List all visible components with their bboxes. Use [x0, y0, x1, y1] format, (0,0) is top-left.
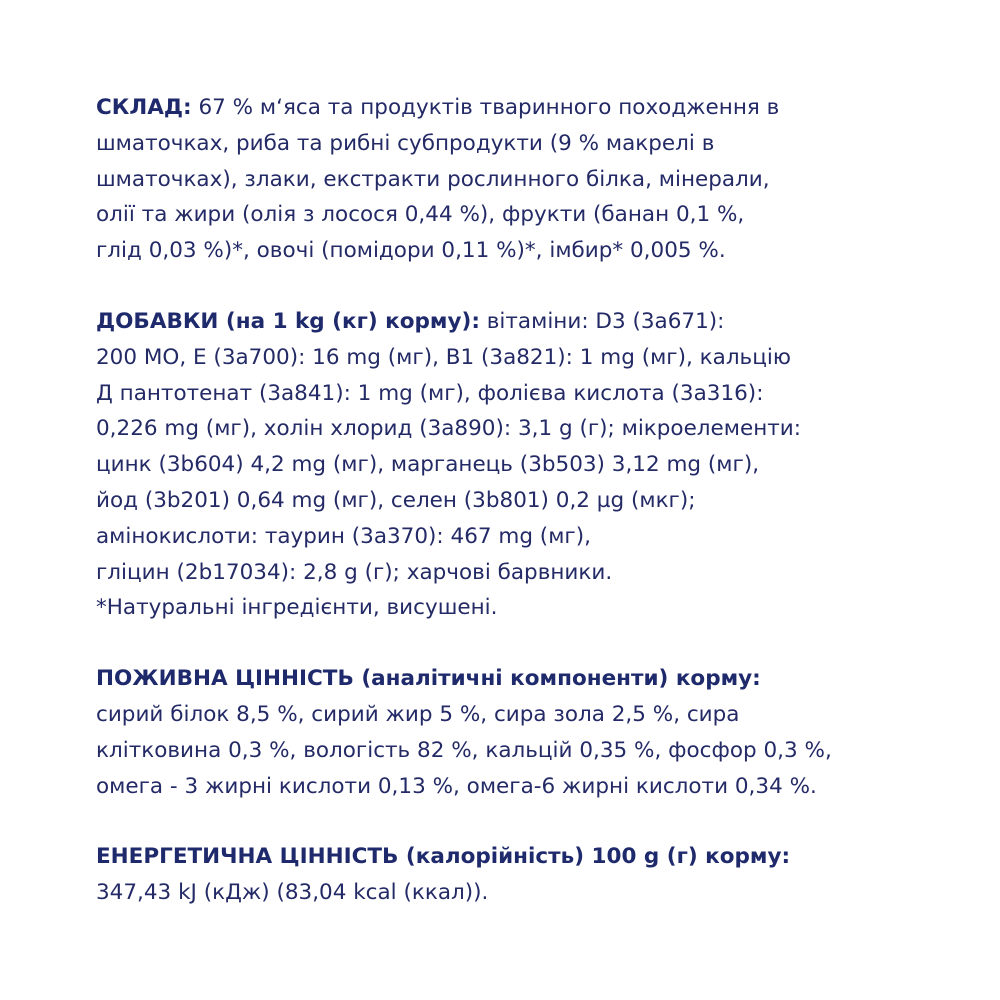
composition-line-3: шматочках), злаки, екстракти рослинного білка, мінерали, — [96, 166, 770, 192]
nutrition-heading: ПОЖИВНА ЦІННІСТЬ (аналітичні компоненти) корму: — [96, 666, 761, 692]
additives-line-8: гліцин (2b17034): 2,8 g (г); харчові барвники. — [96, 559, 613, 585]
additives-line-2: 200 МО, Е (3a700): 16 mg (мг), B1 (3a821): 1 mg (мг), кальцію — [96, 344, 791, 370]
additives-line-5: цинк (3b604) 4,2 mg (мг), марганець (3b503) 3,12 mg (мг), — [96, 452, 760, 478]
additives-section — [96, 304, 976, 626]
composition-text: 67 % м‘яса та продуктів тваринного походження в — [191, 95, 780, 120]
composition-line-4: олії та жири (олія з лосося 0,44 %), фрукти (банан 0,1 %, — [96, 202, 745, 228]
nutrition-line-2: клітковина 0,3 %, вологість 82 %, кальцій 0,35 %, фосфор 0,3 %, — [96, 737, 832, 763]
composition-section — [96, 90, 976, 269]
nutrition-section — [96, 661, 976, 804]
additives-line-6: йод (3b201) 0,64 mg (мг), селен (3b801) 0,2 µg (мкг); — [96, 487, 696, 513]
additives-line-4: 0,226 mg (мг), холін хлорид (3a890): 3,1 g (г); мікроелементи: — [96, 416, 802, 442]
additives-text: вітаміни: D3 (3a671): — [479, 308, 725, 334]
additives-heading: ДОБАВКИ (на 1 kg (кг) корму): — [96, 308, 480, 334]
energy-section — [96, 839, 976, 911]
nutrition-line-1: сирий білок 8,5 %, сирий жир 5 %, сира зола 2,5 %, сира — [96, 701, 740, 727]
composition-line-5: глід 0,03 %)*, овочі (помідори 0,11 %)*, імбир* 0,005 %. — [96, 238, 726, 264]
nutrition-line-3: омега - 3 жирні кислоти 0,13 %, омега-6 жирні кислоти 0,34 %. — [96, 773, 817, 799]
composition-line-2: шматочках, риба та рибні субпродукти (9 % макрелі в — [96, 130, 715, 156]
additives-line-7: амінокислоти: таурин (3a370): 467 mg (мг), — [96, 523, 591, 549]
additives-footnote: *Натуральні інгредієнти, висушені. — [96, 595, 498, 621]
energy-line-1: 347,43 kJ (кДж) (83,04 kcal (ккал)). — [96, 880, 489, 906]
product-label-text — [96, 90, 976, 911]
additives-line-3: Д пантотенат (3a841): 1 mg (мг), фолієва кислота (3a316): — [96, 380, 764, 406]
composition-line-1 — [96, 90, 976, 126]
additives-line-1 — [96, 304, 976, 340]
energy-heading: ЕНЕРГЕТИЧНА ЦІННІСТЬ (калорійність) 100 g (г) корму: — [96, 844, 791, 870]
composition-heading: СКЛАД: — [96, 95, 192, 120]
